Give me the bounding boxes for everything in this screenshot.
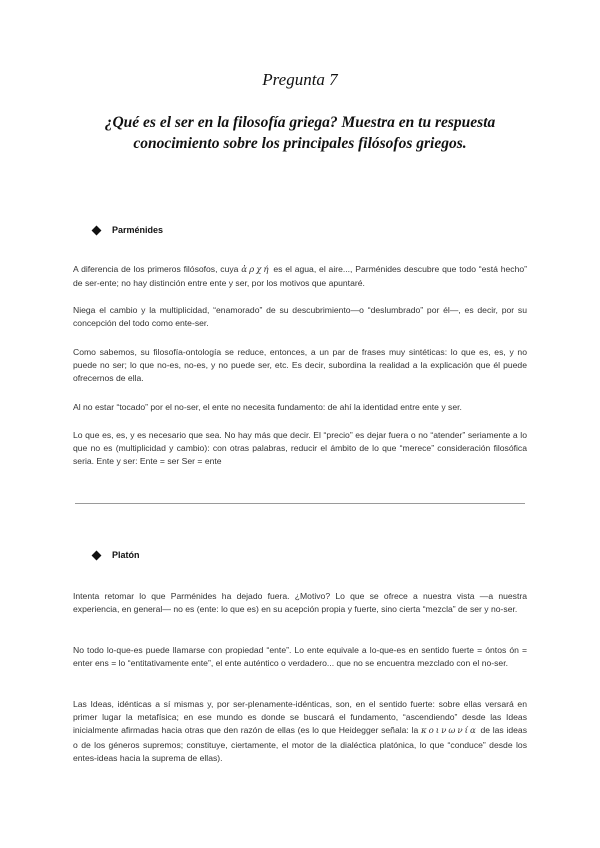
section-heading-label: Parménides (112, 225, 164, 235)
section-heading-platon (93, 550, 140, 560)
section-heading-parmenides (93, 225, 163, 235)
paragraph (73, 263, 527, 290)
paragraph-text: Las Ideas, idénticas a sí mismas y, por ser-plenamente-idénticas, son, en el sentido fuerte: sobre ellas versará en primer lugar la metafísica; en ese mundo es donde se buscará el fundamento, “ascendiendo” desde las Ideas inicialmente afirmadas hacia otras que den razón de ellas (es lo que Heidegger señala: la (73, 699, 527, 736)
paragraph: No todo lo-que-es puede llamarse con propiedad “ente”. Lo ente equivale a lo-que-es en sentido fuerte = óntos ón = enter ens = lo “entitativamente ente”, el ente auténtico o verdadero... que no se encuentra mezclado con el no-ser. (73, 645, 527, 669)
question-title: ¿Qué es el ser en la filosofía griega? Muestra en tu respuesta conocimiento sobre los principales filósofos griegos. (104, 114, 496, 152)
diamond-bullet-icon (92, 225, 102, 235)
paragraph: Lo que es, es, y es necesario que sea. No hay más que decir. El “precio” es dejar fuera o no “atender” seriamente a lo que no es (multiplicidad y cambio): con otras palabras, reducir el ámbito de lo que “merece” consideración filosófica seria. Ente y ser: Ente = ser Ser = ente (73, 430, 527, 467)
section-divider (75, 503, 525, 504)
paragraph: Como sabemos, su filosofía-ontología se reduce, entonces, a un par de frases muy sintéticas: lo que es, es, y no puede no ser; lo que no-es, no-es, y no puede ser, etc. Es decir, subordina la realidad a la explicación que él puede ofrecernos de ella. (73, 347, 527, 384)
paragraph: Intenta retomar lo que Parménides ha dejado fuera. ¿Motivo? Lo que se ofrece a nuestra vista —a nuestra experiencia, en general— no es (ente: lo que es) en su acepción propia y fuerte, sino cierta “mezcla” de ser y no-ser. (73, 591, 527, 615)
section-heading-label: Platón (112, 550, 140, 560)
greek-term: ἀρχή (241, 265, 271, 275)
question-label: Pregunta 7 (262, 70, 338, 89)
paragraph-text: de las ideas o de los géneros supremos; constituye, ciertamente, el motor de la dialéctica platónica, lo que “conduce” desde los entes-ideas hacia la suprema de ellas). (73, 725, 527, 763)
paragraph-text: es el agua, el aire..., Parménides descubre que todo “está hecho” de ser-ente; no hay distinción entre ente y ser, por los motivos que apuntaré. (73, 264, 527, 289)
paragraph: Niega el cambio y la multiplicidad, “enamorado” de su descubrimiento—o “deslumbrado” por él—, es decir, por su concepción del todo como ente-ser. (73, 305, 527, 329)
paragraph: Al no estar “tocado” por el no-ser, el ente no necesita fundamento: de ahí la identidad entre ente y ser. (73, 402, 462, 412)
greek-term: κοινωνία (420, 726, 478, 737)
paragraph (73, 698, 527, 765)
paragraph-text: A diferencia de los primeros filósofos, cuya (73, 264, 242, 274)
diamond-bullet-icon (92, 550, 102, 560)
